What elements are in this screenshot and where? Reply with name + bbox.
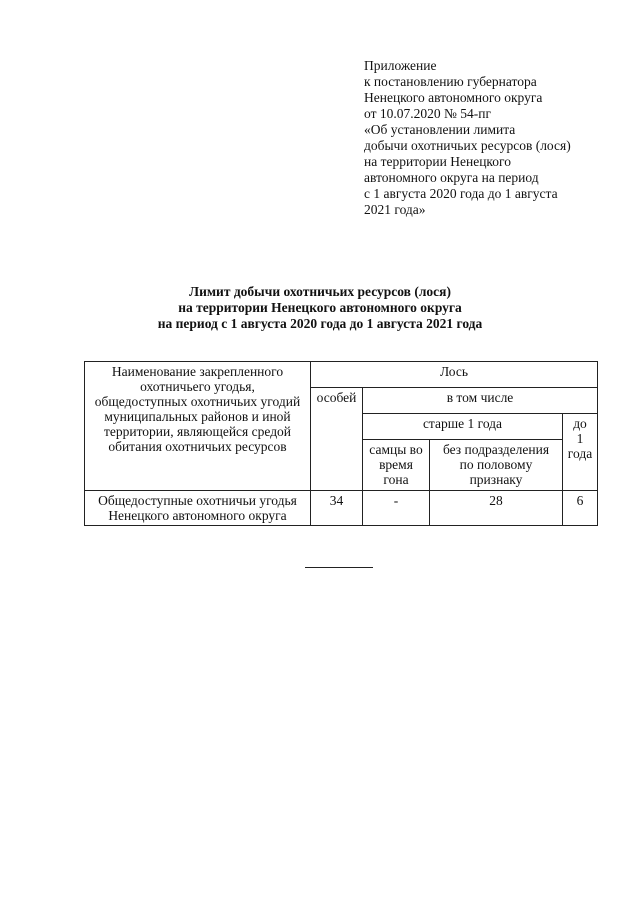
appendix-line: Ненецкого автономного округа	[364, 90, 543, 105]
table-row	[85, 491, 598, 526]
row-under-cell: 6	[563, 491, 598, 526]
header-total-cell: особей	[311, 388, 363, 491]
row-name-line: Ненецкого автономного округа	[108, 508, 287, 523]
end-separator-line	[305, 567, 373, 568]
appendix-line: «Об установлении лимита	[364, 122, 516, 137]
appendix-line: 2021 года»	[364, 202, 426, 217]
header-males-line: самцы во	[369, 442, 423, 457]
header-males-line: гона	[383, 472, 409, 487]
row-males-cell: -	[363, 491, 430, 526]
title-line: Лимит добычи охотничьих ресурсов (лося)	[189, 284, 451, 299]
header-species-cell: Лось	[311, 362, 598, 388]
header-under-line: до	[573, 416, 587, 431]
header-nosex-line: признаку	[469, 472, 523, 487]
header-nosex-cell	[430, 440, 563, 491]
appendix-line: Приложение	[364, 58, 437, 73]
header-under-line: 1	[576, 431, 584, 446]
header-including-cell: в том числе	[363, 388, 598, 414]
header-name-cell	[85, 362, 311, 491]
header-males-line: время	[379, 457, 413, 472]
row-total-cell: 34	[311, 491, 363, 526]
header-name-line: охотничьего угодья,	[140, 379, 255, 394]
document-title	[0, 284, 640, 332]
header-name-line: муниципальных районов и иной	[104, 409, 291, 424]
title-line: на период с 1 августа 2020 года до 1 августа 2021 года	[157, 316, 483, 331]
appendix-block	[364, 58, 604, 218]
header-name-line: обитания охотничьих ресурсов	[108, 439, 287, 454]
row-name-cell	[85, 491, 311, 526]
appendix-line: на территории Ненецкого	[364, 154, 512, 169]
header-name-line: общедоступных охотничьих угодий	[94, 394, 301, 409]
row-name-line: Общедоступные охотничьи угодья	[98, 493, 297, 508]
header-older-cell: старше 1 года	[363, 414, 563, 440]
limits-table	[84, 361, 598, 526]
header-name-line: территории, являющейся средой	[103, 424, 292, 439]
appendix-line: автономного округа на период	[364, 170, 539, 185]
row-nosex-cell: 28	[430, 491, 563, 526]
header-under-line: года	[567, 446, 593, 461]
header-nosex-line: по половому	[459, 457, 533, 472]
header-under-cell	[563, 414, 598, 491]
header-males-cell	[363, 440, 430, 491]
appendix-line: добычи охотничьих ресурсов (лося)	[364, 138, 571, 153]
header-row	[85, 362, 598, 388]
appendix-line: к постановлению губернатора	[364, 74, 537, 89]
appendix-line: с 1 августа 2020 года до 1 августа	[364, 186, 558, 201]
appendix-line: от 10.07.2020 № 54-пг	[364, 106, 491, 121]
header-name-line: Наименование закрепленного	[111, 364, 284, 379]
title-line: на территории Ненецкого автономного округа	[178, 300, 462, 315]
header-nosex-line: без подразделения	[442, 442, 550, 457]
